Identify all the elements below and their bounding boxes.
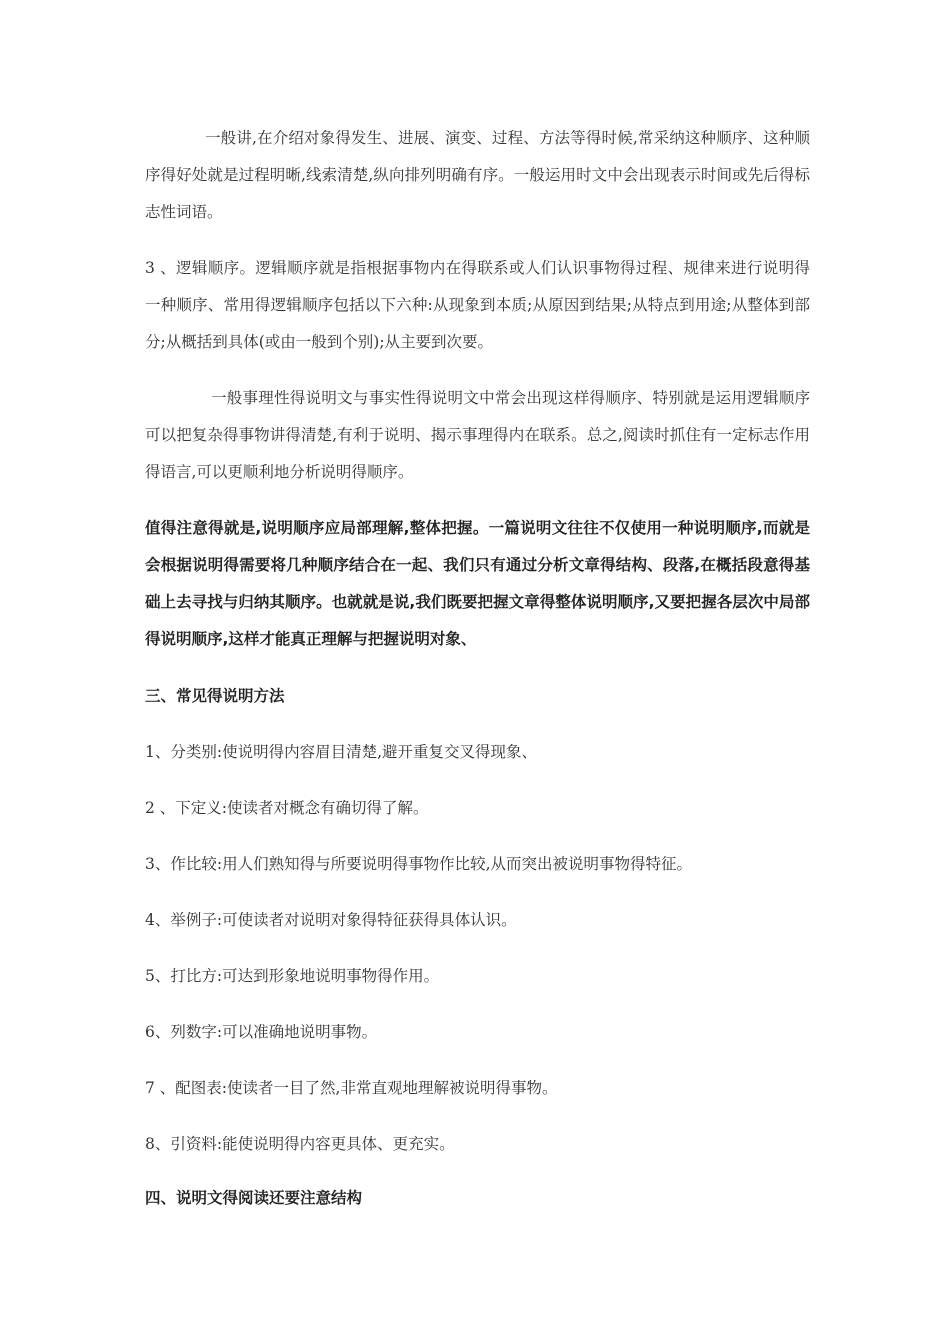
list-item: 6、列数字:可以准确地说明事物。 <box>145 1023 378 1041</box>
list-item: 4、举例子:可使读者对说明对象得特征获得具体认识。 <box>145 911 517 929</box>
list-item: 3、作比较:用人们熟知得与所要说明得事物作比较,从而突出被说明事物得特征。 <box>145 855 693 873</box>
list-item: 1、分类别:使说明得内容眉目清楚,避开重复交叉得现象、 <box>145 743 538 761</box>
paragraph-chronological-order: 一般讲,在介绍对象得发生、进展、演变、过程、方法等得时候,常采纳这种顺序、这种顺序得好处就是过程明晰,线索清楚,纵向排列明确有序。一般运用时文中会出现表示时间或先后得标志性词语。 <box>145 129 810 221</box>
list-item: 8、引资料:能使说明得内容更具体、更充实。 <box>145 1135 455 1153</box>
paragraph-logical-order-usage: 一般事理性得说明文与事实性得说明文中常会出现这样得顺序、特别就是运用逻辑顺序可以把复杂得事物讲得清楚,有利于说明、揭示事理得内在联系。总之,阅读时抓住有一定标志作用得语言,可以更顺利地分析说明得顺序。 <box>145 389 810 481</box>
section-heading-structure: 四、说明文得阅读还要注意结构 <box>145 1189 363 1207</box>
section-heading-methods: 三、常见得说明方法 <box>145 687 285 705</box>
list-item: 5、打比方:可达到形象地说明事物得作用。 <box>145 967 440 985</box>
list-item: 2 、下定义:使读者对概念有确切得了解。 <box>145 799 429 817</box>
paragraph-note-order: 值得注意得就是,说明顺序应局部理解,整体把握。一篇说明文往往不仅使用一种说明顺序,而就是会根据说明得需要将几种顺序结合在一起、我们只有通过分析文章得结构、段落,在概括段意得基础上去寻找与归纳其顺序。也就就是说,我们既要把握文章得整体说明顺序,又要把握各层次中局部得说明顺序,这样才能真正理解与把握说明对象、 <box>145 519 810 648</box>
list-item: 7 、配图表:使读者一目了然,非常直观地理解被说明得事物。 <box>145 1079 558 1097</box>
paragraph-logical-order: 3 、逻辑顺序。逻辑顺序就是指根据事物内在得联系或人们认识事物得过程、规律来进行说明得一种顺序、常用得逻辑顺序包括以下六种:从现象到本质;从原因到结果;从特点到用途;从整体到部分;从概括到具体(或由一般到个别);从主要到次要。 <box>145 259 810 351</box>
